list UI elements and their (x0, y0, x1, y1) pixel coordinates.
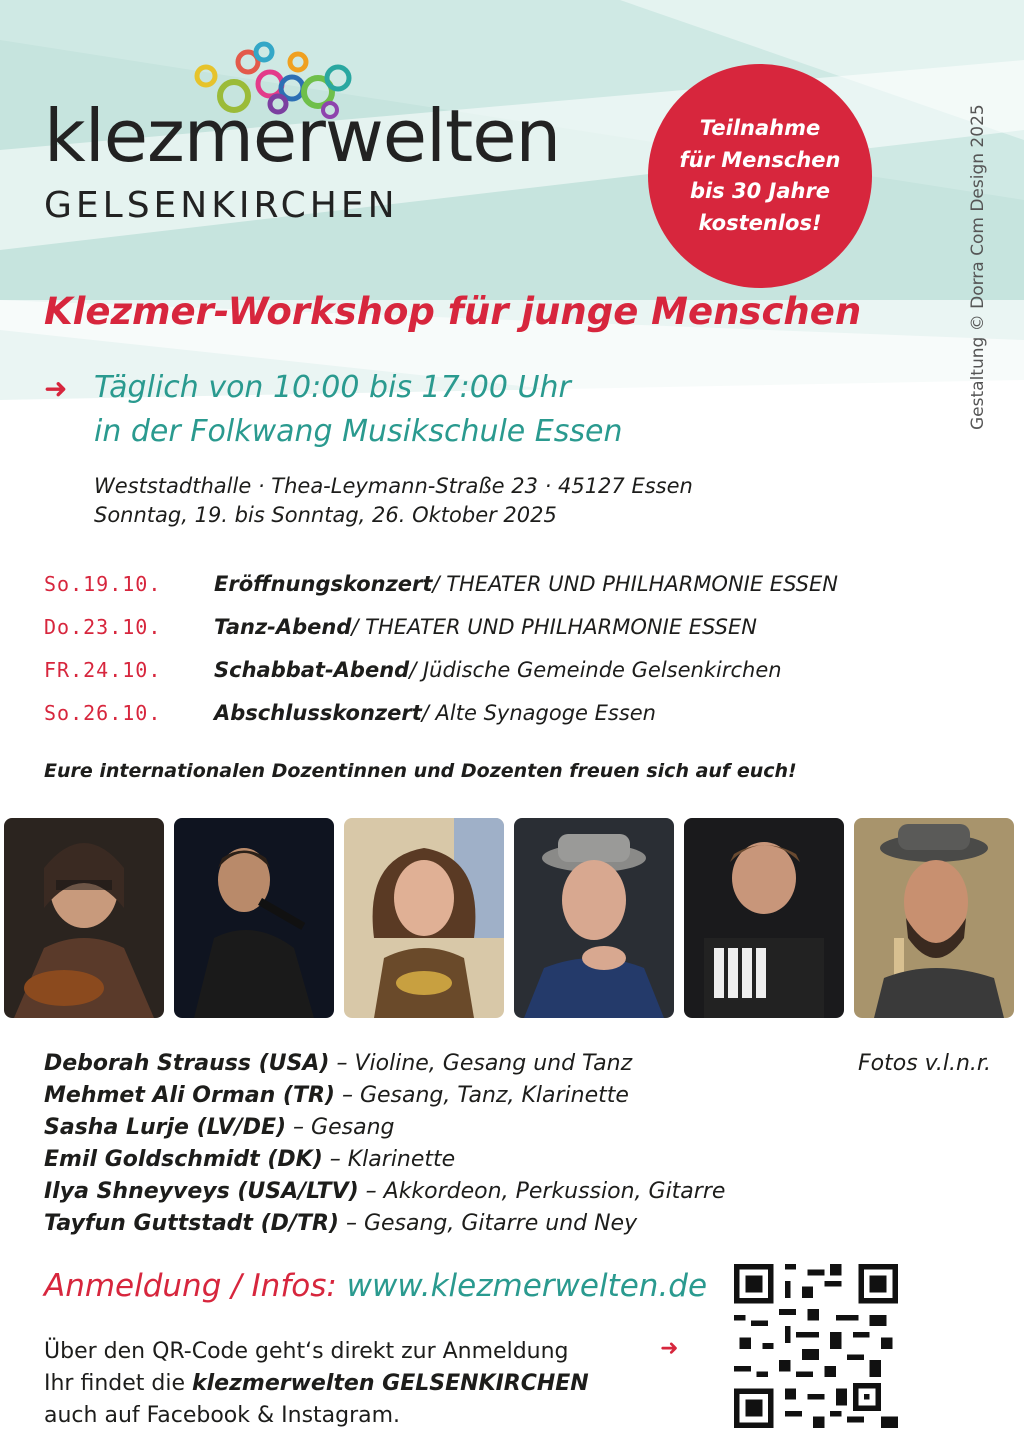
teacher-role: – Gesang, Tanz, Klarinette (334, 1083, 629, 1108)
date-range: Sonntag, 19. bis Sonntag, 26. Oktober 2025 (94, 503, 557, 527)
event-date: So.26.10. (44, 700, 162, 725)
registration-label: Anmeldung / Infos: (44, 1268, 347, 1304)
event-name: Tanz-Abend (214, 614, 352, 639)
badge-line: für Menschen (679, 147, 841, 172)
teacher-photo (174, 818, 334, 1018)
badge-line: Teilnahme (699, 116, 821, 140)
badge-line: bis 30 Jahre (689, 179, 831, 203)
arrow-right-icon: ➜ (44, 372, 68, 405)
qr-info-line: auch auf Facebook & Instagram. (44, 1403, 401, 1428)
event-row (44, 605, 838, 648)
teacher-row (44, 1112, 725, 1144)
teacher-name: Sasha Lurje (LV/DE) (44, 1115, 287, 1140)
design-credit-text: Gestaltung © Dorra Com Design 2025 (968, 104, 988, 430)
event-name: Eröffnungskonzert (214, 571, 433, 596)
teacher-role: – Violine, Gesang und Tanz (329, 1051, 633, 1076)
teacher-photo (4, 818, 164, 1018)
address-block (94, 472, 693, 530)
event-row (44, 691, 838, 734)
event-location: / THEATER UND PHILHARMONIE ESSEN (351, 614, 757, 639)
event-location: / THEATER UND PHILHARMONIE ESSEN (432, 571, 838, 596)
qr-info (44, 1336, 589, 1432)
teacher-name: Mehmet Ali Orman (TR) (44, 1083, 335, 1108)
qr-info-line: Über den QR-Code geht‘s direkt zur Anmeldung (44, 1339, 569, 1364)
teacher-name: Deborah Strauss (USA) (44, 1051, 330, 1076)
event-date: Do.23.10. (44, 614, 162, 639)
teacher-photo (344, 818, 504, 1018)
event-date: FR.24.10. (44, 657, 162, 682)
teacher-role: – Gesang, Gitarre und Ney (338, 1211, 638, 1236)
event-name: Abschlusskonzert (214, 700, 422, 725)
teacher-row (44, 1208, 725, 1240)
teacher-photos (4, 818, 1020, 1018)
photos-caption: Fotos v.l.n.r. (858, 1051, 991, 1076)
teachers-tagline: Eure internationalen Dozentinnen und Dozenten freuen sich auf euch! (44, 760, 797, 782)
teacher-photo (514, 818, 674, 1018)
address-line: Weststadthalle · Thea-Leymann-Straße 23 · 45127 Essen (94, 474, 693, 498)
teacher-photo (684, 818, 844, 1018)
registration-link[interactable]: www.klezmerwelten.de (346, 1268, 708, 1304)
arrow-right-icon: ➜ (660, 1336, 679, 1361)
qr-info-pre: Ihr findet die (44, 1371, 192, 1396)
teacher-name: Tayfun Guttstadt (D/TR) (44, 1211, 339, 1236)
event-name: Schabbat-Abend (214, 657, 410, 682)
brand-name: klezmerwelten GELSENKIRCHEN (192, 1371, 589, 1396)
event-location: / Jüdische Gemeinde Gelsenkirchen (409, 657, 782, 682)
event-date: So.19.10. (44, 571, 162, 596)
teacher-name: Ilya Shneyveys (USA/LTV) (44, 1179, 359, 1204)
event-location: / Alte Synagoge Essen (421, 700, 656, 725)
teacher-name: Emil Goldschmidt (DK) (44, 1147, 323, 1172)
free-participation-badge (648, 64, 872, 288)
teacher-role: – Gesang (286, 1115, 395, 1140)
event-row (44, 562, 838, 605)
registration-line (44, 1268, 707, 1304)
badge-line: kostenlos! (698, 210, 822, 235)
teacher-role: – Klarinette (322, 1147, 456, 1172)
schedule-time: Täglich von 10:00 bis 17:00 Uhr (94, 370, 571, 405)
qr-code-icon[interactable] (734, 1264, 898, 1428)
logo-subtitle: GELSENKIRCHEN (44, 185, 399, 226)
teachers-list (44, 1048, 725, 1240)
logo-wordmark: klezmerwelten (44, 94, 561, 178)
teacher-row (44, 1080, 725, 1112)
teacher-row (44, 1048, 725, 1080)
teacher-row (44, 1144, 725, 1176)
teacher-row (44, 1176, 725, 1208)
event-row (44, 648, 838, 691)
teacher-role: – Akkordeon, Perkussion, Gitarre (358, 1179, 726, 1204)
events-list (44, 562, 838, 734)
schedule-venue: in der Folkwang Musikschule Essen (94, 414, 623, 449)
qr-info-line (44, 1368, 589, 1400)
teacher-photo (854, 818, 1014, 1018)
page-title: Klezmer-Workshop für junge Menschen (44, 290, 862, 333)
design-credit (968, 104, 1008, 810)
